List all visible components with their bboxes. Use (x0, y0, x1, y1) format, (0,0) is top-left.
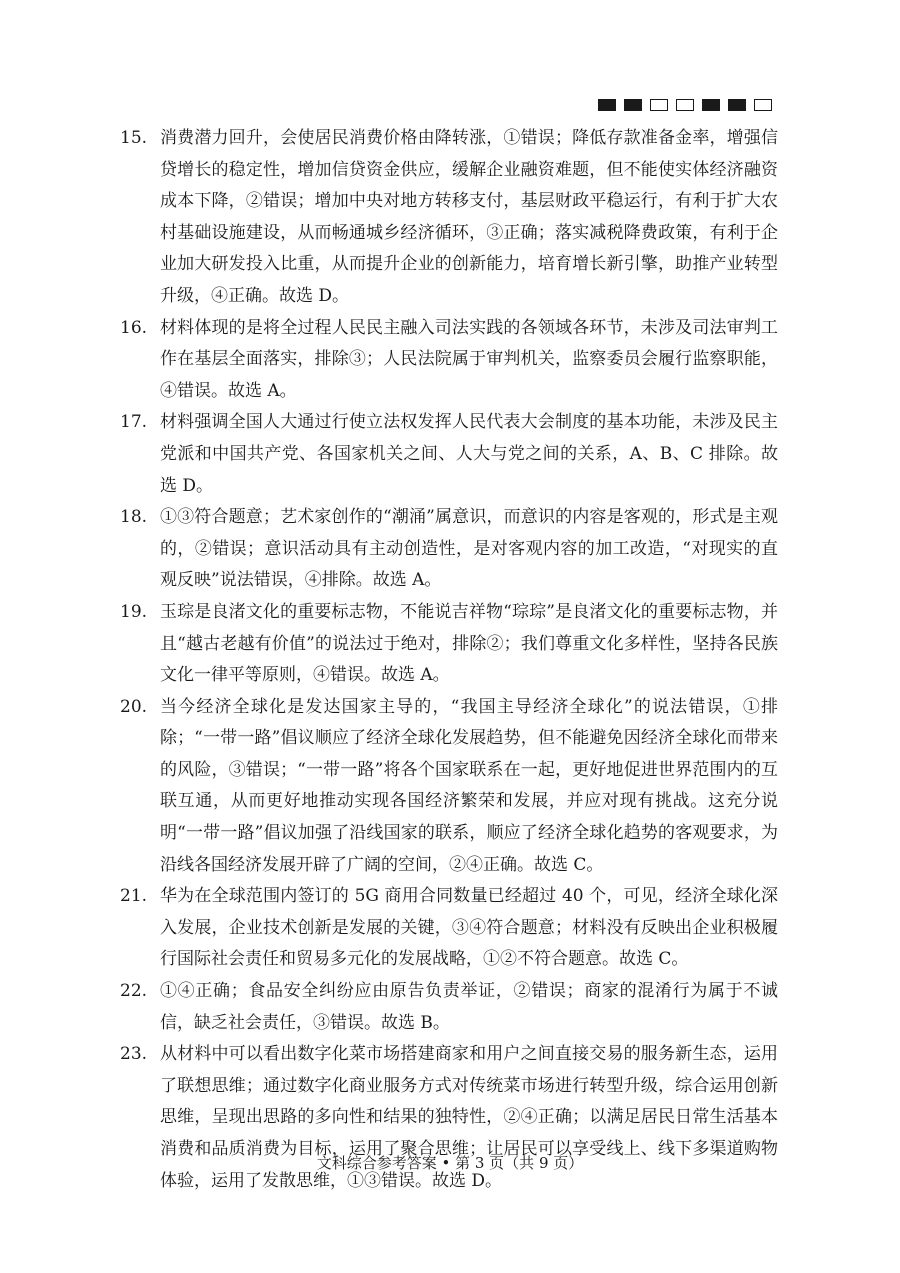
answer-item-16 (120, 313, 778, 408)
answer-item-17 (120, 407, 778, 502)
item-number: 16. (120, 317, 148, 338)
marker-square-empty (676, 99, 694, 111)
item-text: 消费潜力回升，会使居民消费价格由降转涨，①错误；降低存款准备金率，增强信贷增长的稳定性，增加信贷资金供应，缓解企业融资难题，但不能使实体经济融资成本下降，②错误；增加中央对地方转移支付，基层财政平稳运行，有利于扩大农村基础设施建设，从而畅通城乡经济循环，③正确；落实减税降费政策，有利于企业加大研发投入比重，从而提升企业的创新能力，培育增长新引擎，助推产业转型升级，④正确。故选 D。 (160, 128, 778, 306)
answer-item-18 (120, 502, 778, 597)
item-text: ①④正确；食品安全纠纷应由原告负责举证，②错误；商家的混淆行为属于不诚信，缺乏社会责任，③错误。故选 B。 (160, 981, 778, 1033)
page-marker (598, 99, 772, 111)
marker-square-filled (624, 99, 642, 111)
item-text: 从材料中可以看出数字化菜市场搭建商家和用户之间直接交易的服务新生态，运用了联想思维；通过数字化商业服务方式对传统菜市场进行转型升级，综合运用创新思维，呈现出思路的多向性和结果的独特性，②④正确；以满足居民日常生活基本消费和品质消费为目标，运用了聚合思维；让居民可以享受线上、线下多渠道购物体验，运用了发散思维，①③错误。故选 D。 (160, 1044, 778, 1191)
item-text: ①③符合题意；艺术家创作的“潮涌”属意识，而意识的内容是客观的，形式是主观的，②错误；意识活动具有主动创造性，是对客观内容的加工改造，“对现实的直观反映”说法错误，④排除。故选 A。 (160, 507, 778, 591)
item-number: 20. (120, 696, 148, 717)
answer-item-23 (120, 1039, 778, 1197)
item-number: 21. (120, 886, 148, 907)
marker-square-filled (702, 99, 720, 111)
item-number: 23. (120, 1044, 148, 1065)
item-number: 22. (120, 981, 148, 1002)
answer-item-15 (120, 123, 778, 313)
item-number: 19. (120, 601, 148, 622)
item-number: 18. (120, 507, 148, 528)
answer-item-19 (120, 597, 778, 692)
marker-square-empty (754, 99, 772, 111)
item-number: 15. (120, 128, 148, 148)
answer-list (120, 123, 778, 1197)
item-text: 玉琮是良渚文化的重要标志物，不能说吉祥物“琮琮”是良渚文化的重要标志物，并且“越古老越有价值”的说法过于绝对，排除②；我们尊重文化多样性，坚持各民族文化一律平等原则，④错误。故选 A。 (160, 601, 778, 686)
item-number: 17. (120, 412, 148, 433)
answer-item-20 (120, 692, 778, 882)
item-text: 当今经济全球化是发达国家主导的，“我国主导经济全球化”的说法错误，①排除；“一带一路”倡议顺应了经济全球化发展趋势，但不能避免因经济全球化而带来的风险，③错误；“一带一路”将各个国家联系在一起，更好地促进世界范围内的互联互通，从而更好地推动实现各国经济繁荣和发展，并应对现有挑战。这充分说明“一带一路”倡议加强了沿线国家的联系，顺应了经济全球化趋势的客观要求，为沿线各国经济发展开辟了广阔的空间，②④正确。故选 C。 (160, 696, 778, 875)
item-text: 材料强调全国人大通过行使立法权发挥人民代表大会制度的基本功能，未涉及民主党派和中国共产党、各国家机关之间、人大与党之间的关系，A、B、C 排除。故选 D。 (160, 412, 778, 496)
answer-item-22 (120, 976, 778, 1039)
marker-square-filled (728, 99, 746, 111)
page-footer: 文科综合参考答案 • 第 3 页（共 9 页） (316, 1154, 584, 1172)
marker-square-filled (598, 99, 616, 111)
item-text: 华为在全球范围内签订的 5G 商用合同数量已经超过 40 个，可见，经济全球化深入发展，企业技术创新是发展的关键，③④符合题意；材料没有反映出企业积极履行国际社会责任和贸易多元化的发展战略，①②不符合题意。故选 C。 (160, 886, 778, 970)
item-text: 材料体现的是将全过程人民民主融入司法实践的各领域各环节，未涉及司法审判工作在基层全面落实，排除③；人民法院属于审判机关，监察委员会履行监察职能，④错误。故选 A。 (160, 317, 778, 401)
answer-item-21 (120, 881, 778, 976)
marker-square-empty (650, 99, 668, 111)
